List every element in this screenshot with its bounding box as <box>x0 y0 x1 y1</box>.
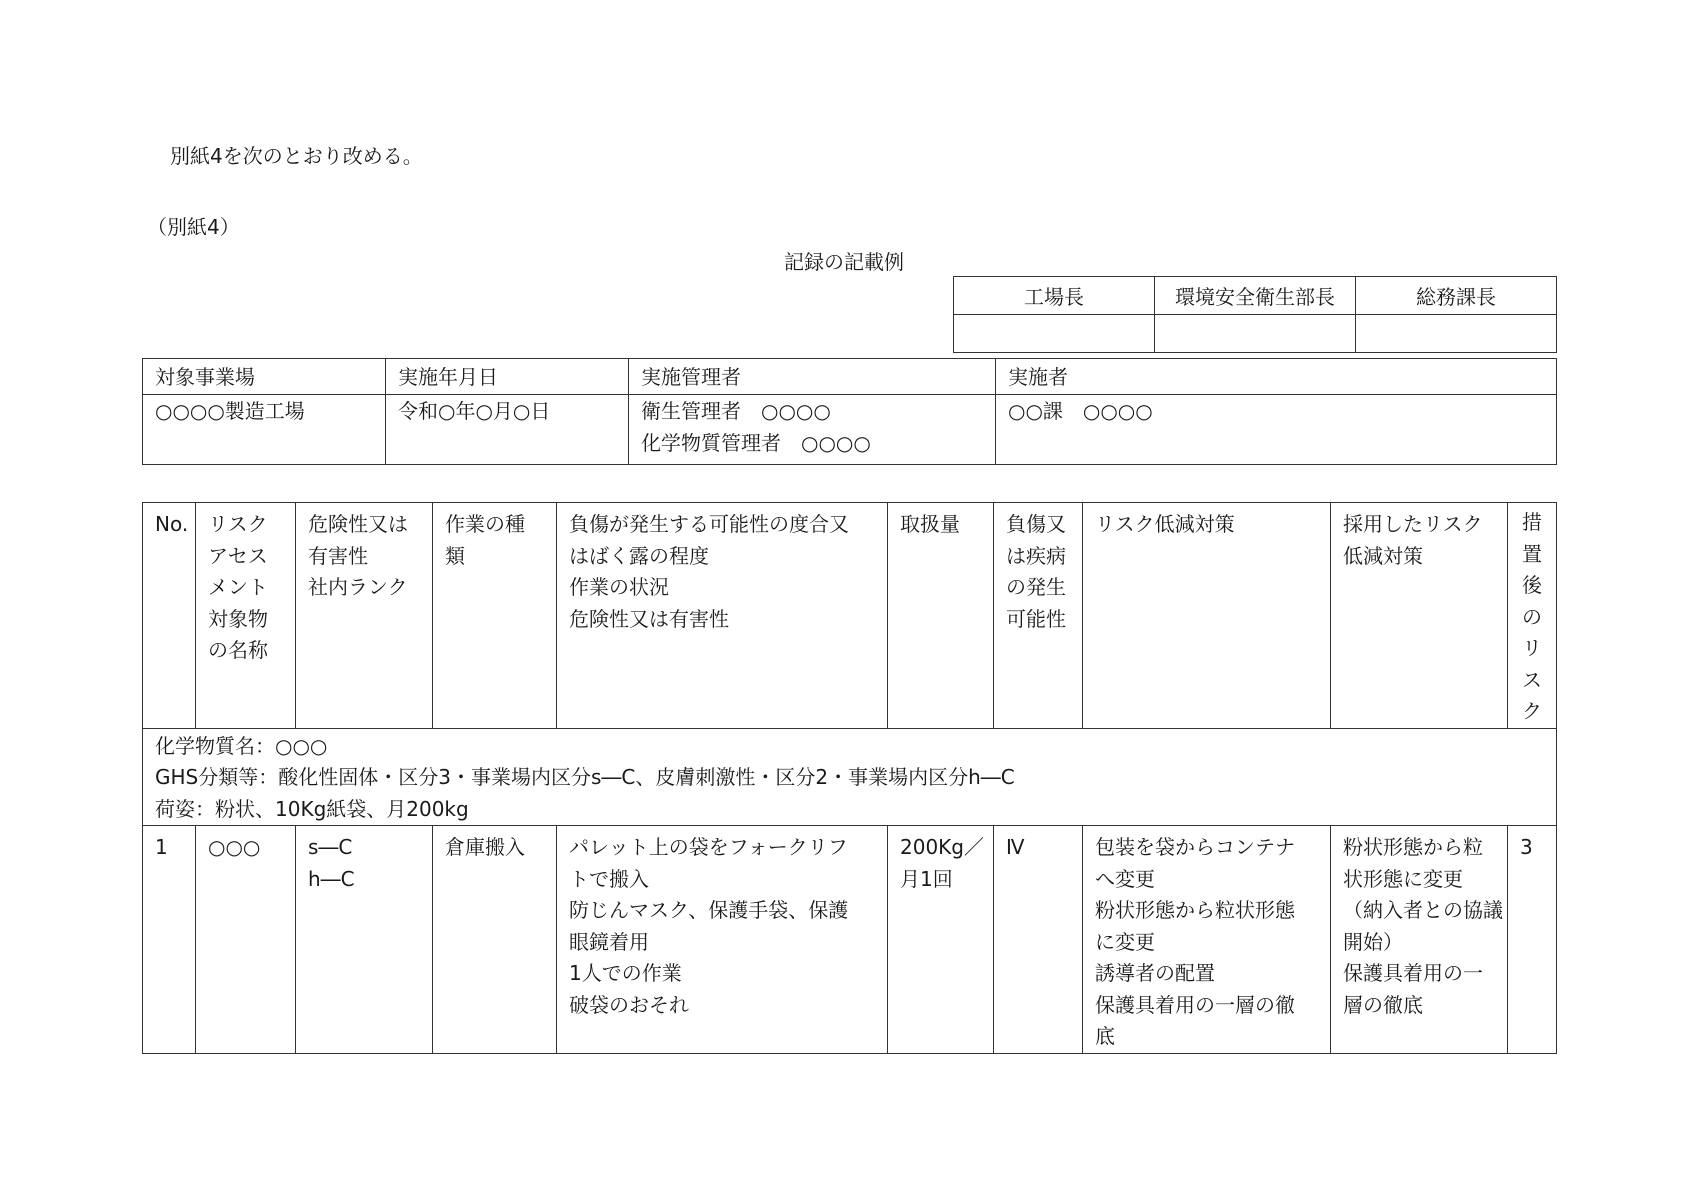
info-date: 令和○年○月○日 <box>386 395 629 465</box>
header-after: 措 置 後 の リ ス ク <box>1508 503 1557 729</box>
info-manager-line: 化学物質管理者 ○○○○ <box>641 431 871 455</box>
approval-header-plant-manager: 工場長 <box>954 277 1155 315</box>
row-possibility: Ⅳ <box>994 826 1083 1054</box>
info-header-manager: 実施管理者 <box>629 359 996 395</box>
substance-info <box>143 728 1557 826</box>
document-title: 記録の記載例 <box>784 250 904 274</box>
approval-stamp-box <box>1356 315 1557 353</box>
info-header-date: 実施年月日 <box>386 359 629 395</box>
approval-stamp-box <box>1155 315 1356 353</box>
info-implementer: ○○課 ○○○○ <box>996 395 1557 465</box>
approval-table <box>953 276 1557 353</box>
ghs-classification: GHS分類等：酸化性固体・区分3・事業場内区分s―C、皮膚刺激性・区分2・事業場内区分h―C <box>155 765 1015 789</box>
packaging: 荷姿：粉状、10Kg紙袋、月200kg <box>155 796 469 821</box>
header-possibility: 負傷又 は疾病 の発生 可能性 <box>994 503 1083 729</box>
header-injury: 負傷が発生する可能性の度合又 はばく露の程度 作業の状況 危険性又は有害性 <box>557 503 888 729</box>
row-reduction: 包装を袋からコンテナ へ変更 粉状形態から粒状形態 に変更 誘導者の配置 保護具着用の一層の徹 底 <box>1083 826 1331 1054</box>
info-header-implementer: 実施者 <box>996 359 1557 395</box>
header-no: No. <box>143 503 196 729</box>
row-hazard: s―C h―C <box>296 826 433 1054</box>
header-handling: 取扱量 <box>888 503 994 729</box>
row-adopted: 粉状形態から粒 状形態に変更 （納入者との協議 開始） 保護具着用の一 層の徹底 <box>1331 826 1508 1054</box>
info-managers <box>629 395 996 465</box>
info-site: ○○○○製造工場 <box>143 395 386 465</box>
header-target: リスク アセス メント 対象物 の名称 <box>196 503 296 729</box>
info-header-site: 対象事業場 <box>143 359 386 395</box>
approval-stamp-box <box>954 315 1155 353</box>
row-no: 1 <box>143 826 196 1054</box>
info-table <box>142 358 1557 465</box>
row-handling: 200Kg／ 月1回 <box>888 826 994 1054</box>
annex-label: （別紙4） <box>147 215 240 239</box>
header-hazard: 危険性又は 有害性 社内ランク <box>296 503 433 729</box>
header-adopted: 採用したリスク 低減対策 <box>1331 503 1508 729</box>
approval-header-ehs-manager: 環境安全衛生部長 <box>1155 277 1356 315</box>
info-manager-line: 衛生管理者 ○○○○ <box>641 399 831 423</box>
header-reduction: リスク低減対策 <box>1083 503 1331 729</box>
table-row <box>143 826 1557 1054</box>
header-work-type: 作業の種 類 <box>433 503 557 729</box>
intro-line: 別紙4を次のとおり改める。 <box>170 144 423 168</box>
row-injury: パレット上の袋をフォークリフ トで搬入 防じんマスク、保護手袋、保護 眼鏡着用 1人での作業 破袋のおそれ <box>557 826 888 1054</box>
row-target: ○○○ <box>196 826 296 1054</box>
risk-table <box>142 502 1557 1054</box>
row-after: 3 <box>1508 826 1557 1054</box>
substance-name: 化学物質名：○○○ <box>155 733 328 758</box>
row-work-type: 倉庫搬入 <box>433 826 557 1054</box>
approval-header-general-affairs: 総務課長 <box>1356 277 1557 315</box>
